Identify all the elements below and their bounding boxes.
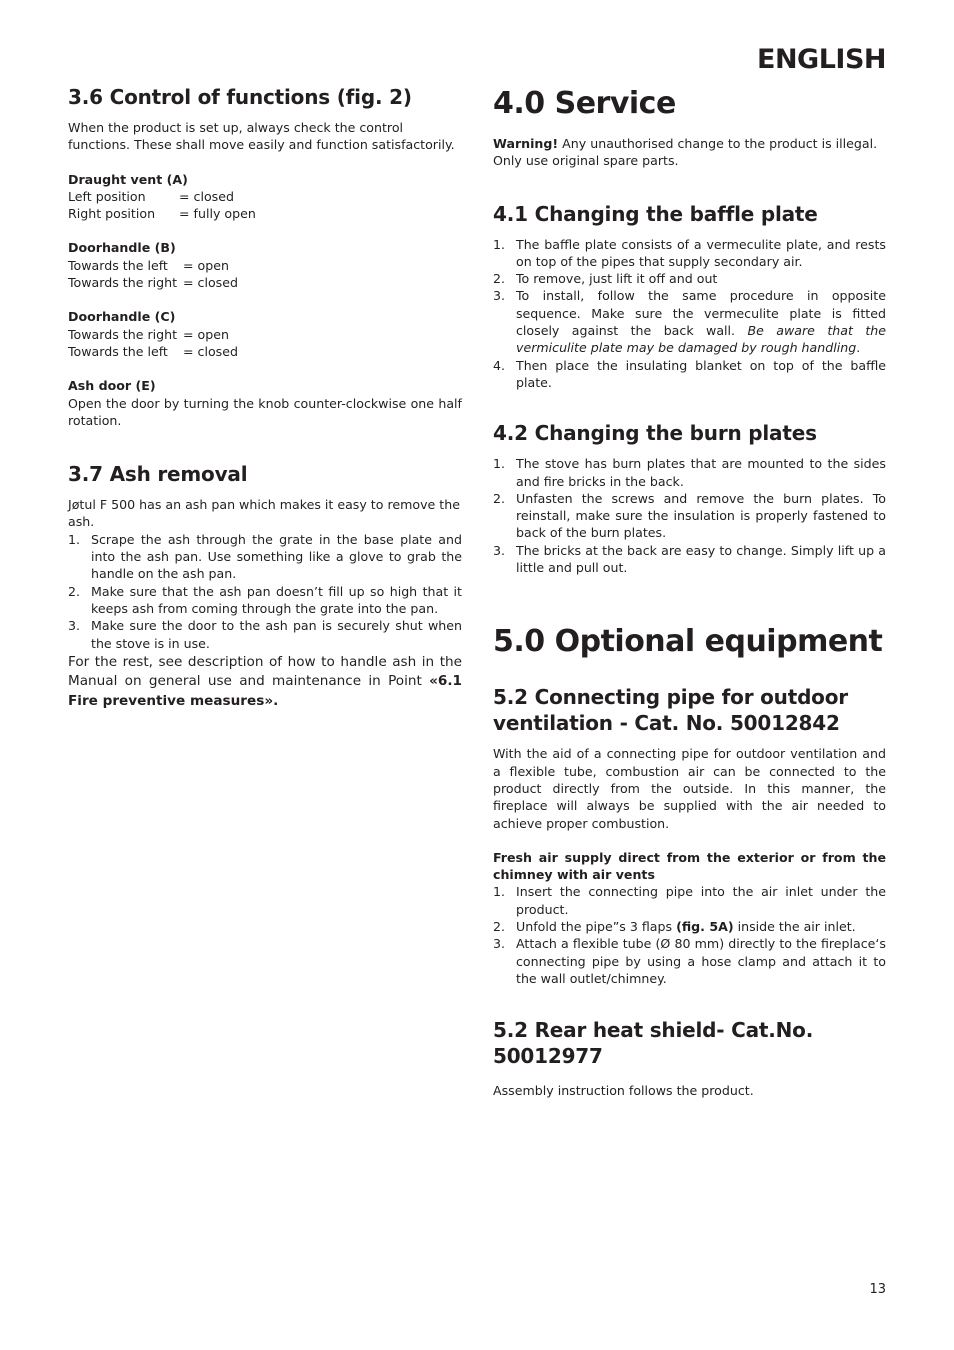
list-emphasis: Be aware that the vermiculite plate may be damaged by rough handling: [516, 323, 886, 356]
heat-shield-text: Assembly instruction follows the product.: [493, 1083, 754, 1099]
ash-door-label: Ash door (E): [68, 378, 156, 394]
section-3-7-intro: Jøtul F 500 has an ash pan which makes it easy to remove the ash.: [68, 497, 460, 530]
doorhandle-c-block: [68, 308, 462, 360]
row-value: = fully open: [179, 206, 256, 222]
draught-vent-block: [68, 171, 462, 223]
list-item: [493, 490, 886, 542]
section-3-6-intro: When the product is set up, always check the control functions. These shall move easily and function satisfactorily.: [68, 120, 455, 153]
list-item: [493, 455, 886, 490]
list-number: 3.: [493, 936, 506, 952]
row-value: = closed: [183, 275, 238, 291]
row-key: Towards the right: [68, 275, 178, 291]
section-5-0-title: 5.0 Optional equipment: [493, 624, 883, 660]
outro-reference: «6.1 Fire preventive measures».: [68, 673, 462, 710]
figure-reference: (fig. 5A): [676, 919, 734, 935]
list-tail: .: [856, 340, 861, 356]
ash-door-text: Open the door by turning the knob counter-clockwise one half rotation.: [68, 395, 462, 428]
list-number: 3.: [493, 542, 506, 558]
list-item: [493, 883, 886, 918]
list-text: The stove has burn plates that are mounted to the sides and fire bricks in the back.: [516, 456, 886, 489]
list-number: 2.: [493, 271, 506, 287]
fresh-air-subhead: Fresh air supply direct from the exterior or from the chimney with air vents: [493, 849, 886, 883]
row-value: = closed: [183, 343, 238, 359]
list-number: 2.: [493, 919, 506, 935]
doorhandle-b-row: [68, 257, 462, 274]
list-text: The bricks at the back are easy to change. Simply lift up a little and pull out.: [516, 542, 886, 576]
list-text-wrap: [516, 918, 886, 935]
list-number: 3.: [493, 288, 506, 304]
row-value: = open: [183, 326, 229, 342]
doorhandle-b-label: Doorhandle (B): [68, 240, 176, 256]
list-text: Then place the insulating blanket on top of the baffle plate.: [516, 357, 886, 390]
list-text: To remove, just lift it off and out: [516, 271, 718, 287]
section-5-2-pipe-title: 5.2 Connecting pipe for outdoor ventilation - Cat. No. 50012842: [493, 685, 848, 736]
list-number: 1.: [68, 531, 81, 547]
warning-text: Any unauthorised change to the product is illegal. Only use original spare parts.: [493, 136, 878, 169]
ash-removal-outro: [68, 653, 462, 712]
list-item: [68, 617, 462, 652]
list-item: [493, 918, 886, 935]
list-text: Unfold the pipe”s 3 flaps: [516, 919, 677, 935]
section-3-7-title: 3.7 Ash removal: [68, 462, 248, 487]
list-number: 1.: [493, 456, 506, 472]
list-item: [493, 236, 886, 271]
row-key: Towards the left: [68, 343, 168, 359]
list-text: Attach a flexible tube (Ø 80 mm) directly to the fireplace‘s connecting pipe by using a hose clamp and attach it to the wall outlet/chimney.: [516, 936, 886, 986]
row-key: Towards the left: [68, 257, 168, 273]
list-item: [68, 531, 462, 583]
left-column: [68, 84, 462, 712]
doorhandle-c-row: [68, 343, 462, 360]
list-text: The baffle plate consists of a vermeculite plate, and rests on top of the pipes that supply secondary air.: [516, 236, 886, 269]
list-text: Unfasten the screws and remove the burn plates. To reinstall, make sure the insulation is properly fastened to back of the burn plates.: [516, 490, 886, 541]
outro-text: For the rest, see description of how to handle ash in the Manual on general use and maintenance in Point: [68, 653, 462, 690]
section-4-1-title: 4.1 Changing the baffle plate: [493, 201, 818, 226]
doorhandle-c-row: [68, 326, 462, 343]
list-text: Make sure that the ash pan doesn’t fill up so high that it keeps ash from coming through the grate into the pan.: [91, 583, 462, 616]
baffle-plate-list: [493, 236, 886, 392]
doorhandle-c-label: Doorhandle (C): [68, 309, 176, 325]
list-text: Insert the connecting pipe into the air inlet under the product.: [516, 884, 886, 917]
list-item: [493, 270, 886, 287]
row-value: = open: [183, 257, 229, 273]
draught-row: [68, 205, 462, 222]
section-3-6-title: 3.6 Control of functions (fig. 2): [68, 85, 412, 109]
ash-door-block: [68, 377, 462, 429]
list-number: 1.: [493, 884, 506, 900]
row-value: = closed: [179, 188, 234, 204]
service-warning: [493, 135, 886, 170]
list-text-wrap: [516, 287, 886, 356]
section-5-2-shield-title: 5.2 Rear heat shield- Cat.No. 50012977: [493, 1018, 814, 1069]
page-number: 13: [869, 1282, 886, 1297]
list-text: Scrape the ash through the grate in the base plate and into the ash pan. Use something like a glove to grab the handle on the ash pan.: [91, 531, 462, 582]
language-label: ENGLISH: [757, 44, 886, 75]
list-number: 3.: [68, 618, 81, 634]
doorhandle-b-row: [68, 274, 462, 291]
row-key: Left position: [68, 188, 146, 204]
connecting-pipe-list: [493, 883, 886, 987]
list-text: To install, follow the same procedure in opposite sequence. Make sure the vermeculite plate is fitted closely against the back wall.: [516, 288, 886, 339]
list-item: [493, 287, 886, 356]
row-key: Towards the right: [68, 326, 178, 342]
section-4-0-title: 4.0 Service: [493, 86, 676, 121]
list-number: 1.: [493, 236, 506, 252]
list-item: [493, 542, 886, 577]
list-number: 2.: [68, 583, 81, 599]
list-item: [493, 935, 886, 987]
section-4-2-title: 4.2 Changing the burn plates: [493, 421, 817, 446]
row-key: Right position: [68, 206, 156, 222]
warning-label: Warning!: [493, 136, 559, 151]
right-column: [493, 84, 886, 1100]
list-number: 4.: [493, 357, 506, 373]
list-text: Make sure the door to the ash pan is securely shut when the stove is in use.: [91, 618, 462, 651]
draught-row: [68, 188, 462, 205]
ash-removal-list: [68, 531, 462, 652]
burn-plates-list: [493, 455, 886, 576]
doorhandle-b-block: [68, 239, 462, 291]
outdoor-ventilation-intro: With the aid of a connecting pipe for outdoor ventilation and a flexible tube, combustion air can be connected to the product directly from the outside. In this manner, the fireplace will always be supplied with the air needed to achieve proper combustion.: [493, 746, 886, 831]
list-tail: inside the air inlet.: [733, 919, 856, 935]
draught-vent-label: Draught vent (A): [68, 171, 188, 187]
list-number: 2.: [493, 490, 506, 506]
list-item: [493, 357, 886, 392]
list-item: [68, 583, 462, 618]
